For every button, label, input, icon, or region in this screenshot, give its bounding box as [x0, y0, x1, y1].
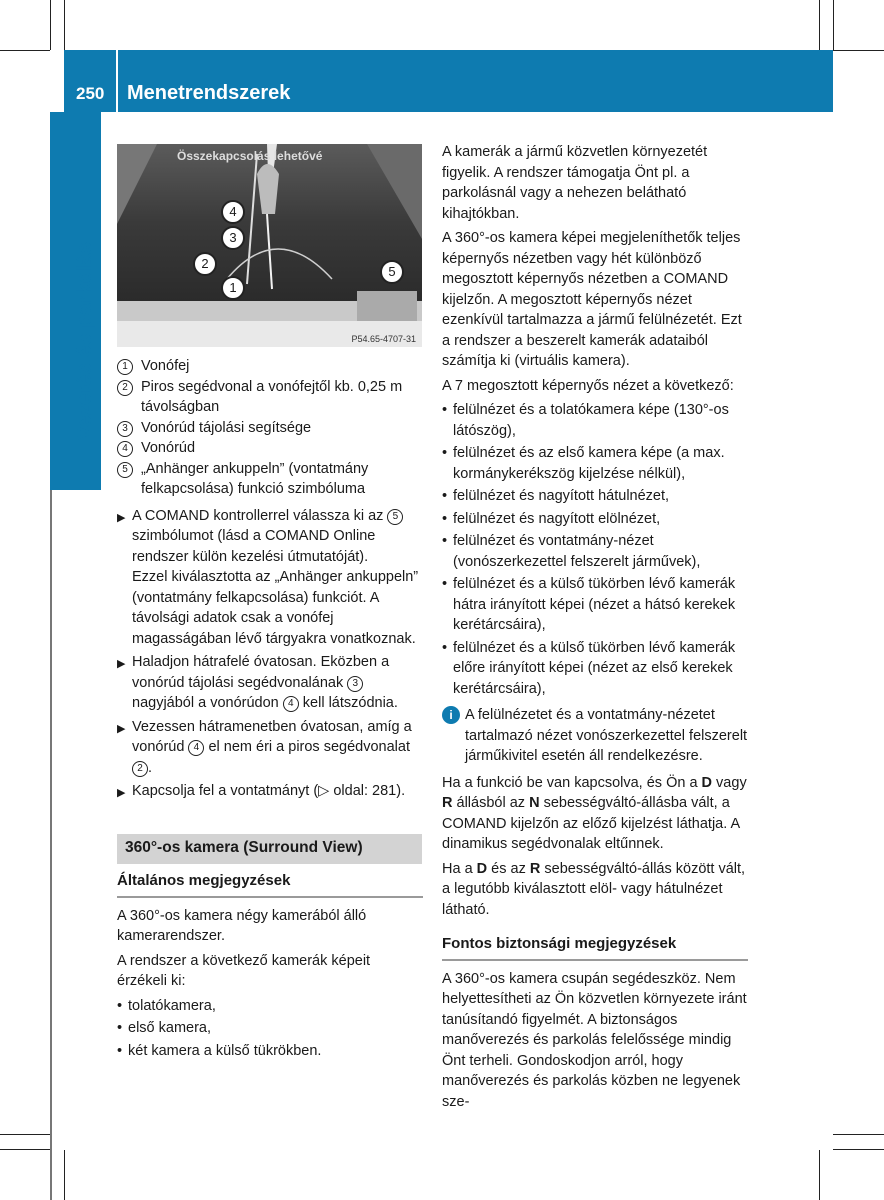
- crop-mark: [0, 1134, 50, 1135]
- instruction-step: [117, 506, 423, 650]
- crop-mark: [64, 0, 65, 50]
- crop-mark: [833, 50, 884, 51]
- legend-num: 2: [117, 380, 133, 396]
- instruction-step: [117, 652, 423, 714]
- step-ref: 4: [283, 696, 299, 712]
- step-text: kell látszódnia.: [298, 695, 398, 711]
- callout-4: 4: [221, 200, 245, 224]
- chapter-label: Vezetés és parkolás: [73, 241, 96, 440]
- paragraph: Ha a funkció be van kapcsolva, és Ön a D vagy R állásból az N sebességváltó-állásba vált, a COMAND kijelzőn az előző kijelzést láthatja. A dinamikus segédvonalak eltűnnek.: [442, 774, 747, 852]
- step-text: A COMAND kontrollerrel válassza ki az: [132, 507, 388, 524]
- header-divider: [116, 50, 118, 112]
- figure-code: P54.65-4707-31: [351, 334, 416, 344]
- legend-num: 1: [117, 359, 133, 375]
- page-title: Menetrendszerek: [127, 82, 291, 104]
- list-text: felülnézet és a külső tükörben lévő kamerák előre irányított képei (nézet az első kerekek kerétárcsáira),: [453, 639, 736, 697]
- instruction-step: [117, 717, 423, 779]
- step-ref: 5: [387, 509, 403, 525]
- crop-mark: [64, 1150, 65, 1200]
- step-text: szimbólumot (lásd a COMAND Online rendszer külön kezelési útmutatóját).: [132, 528, 376, 565]
- list-item: • tolatókamera,: [117, 996, 423, 1017]
- camera-overlay-text: Összekapcsolás lehetővé: [177, 149, 323, 163]
- rear-camera-image: [117, 144, 422, 347]
- info-note: [442, 705, 748, 767]
- list-text: felülnézet és a tolatókamera képe (130°-os látószög),: [453, 402, 729, 439]
- legend-text: Vonórúd: [141, 440, 196, 456]
- legend-item: [117, 459, 423, 500]
- callout-5: 5: [380, 260, 404, 284]
- arrow-icon: ▶: [117, 658, 126, 670]
- list-text: két kamera a külső tükrökben.: [128, 1042, 322, 1059]
- list-item: • felülnézet és a tolatókamera képe (130°-os látószög),: [442, 400, 748, 441]
- crop-mark: [833, 0, 834, 50]
- list-text: tolatókamera,: [128, 997, 216, 1014]
- section-heading-bar: [117, 834, 422, 864]
- step-ref: 4: [188, 740, 204, 756]
- list-item: • felülnézet és nagyított hátulnézet,: [442, 486, 748, 507]
- step-note: Ezzel kiválasztotta az „Anhänger ankuppeln” (vontatmány felkapcsolása) funkciót. A távolsági adatok csak a vonófej magasságában lévő tárgyakra vonatkoznak.: [132, 569, 419, 647]
- subsection-title: Fontos biztonsági megjegyzések: [442, 934, 748, 961]
- crop-mark: [833, 1149, 884, 1150]
- paragraph: A rendszer a következő kamerák képeit érzékeli ki:: [117, 952, 371, 989]
- callout-1: 1: [221, 276, 245, 300]
- left-column-lower: [117, 871, 423, 1063]
- legend-text: Vonórúd tájolási segítsége: [141, 419, 312, 436]
- step-text: Haladjon hátrafelé óvatosan. Eközben a vonórúd tájolási segédvonalának: [132, 654, 390, 691]
- crop-mark: [819, 1150, 820, 1200]
- crop-mark: [50, 0, 51, 50]
- page-number: 250: [76, 84, 105, 103]
- paragraph: A kamerák a jármű közvetlen környezetét figyelik. A rendszer támogatja Önt pl. a parkolásnál vagy a nehezen belátható kihajtókban.: [442, 144, 708, 222]
- legend-item: [117, 356, 423, 377]
- list-text: felülnézet és a külső tükörben lévő kamerák hátra irányított képei (nézet a hátsó kerekek kerétárcsáira),: [453, 576, 736, 633]
- paragraph: A 360°-os kamera négy kamerából álló kamerarendszer.: [117, 907, 367, 944]
- callout-3: 3: [221, 226, 245, 250]
- crop-mark: [819, 0, 820, 50]
- step-ref: 3: [347, 676, 363, 692]
- list-item: • felülnézet és a külső tükörben lévő kamerák előre irányított képei (nézet az első kerekek kerétárcsáira),: [442, 638, 748, 700]
- step-text: Vezessen hátramenetben óvatosan, amíg a vonórúd: [132, 718, 412, 755]
- info-text: A felülnézetet és a vontatmány-nézetet tartalmazó nézet vonószerkezettel felszerelt járműkivitel esetén áll rendelkezésre.: [465, 707, 748, 764]
- paragraph: A 360°-os kamera képei megjeleníthetők teljes képernyős nézetben vagy hét különböző megosztott képernyős nézetben a COMAND kijelzőn. A megosztott képernyős nézet ezenkívül tartalmazza a jármű felülnézetét. Ezt a rendszer a beszerelt kamerák adataiból számítja ki (virtuális kamera).: [442, 230, 742, 369]
- left-column: [117, 356, 423, 807]
- step-ref: 2: [132, 761, 148, 777]
- legend-text: Piros segédvonal a vonófejtől kb. 0,25 m távolságban: [141, 378, 403, 415]
- list-text: felülnézet és az első kamera képe (a max. kormánykerékszög kijelzése nélkül),: [453, 445, 725, 482]
- list-item: • két kamera a külső tükrökben.: [117, 1041, 423, 1062]
- callout-2: 2: [193, 252, 217, 276]
- list-item: • felülnézet és vontatmány-nézet (vonószerkezettel felszerelt járművek),: [442, 531, 748, 572]
- section-title: 360°-os kamera (Surround View): [125, 839, 363, 856]
- list-text: felülnézet és vontatmány-nézet (vonószerkezettel felszerelt járművek),: [453, 533, 701, 570]
- arrow-icon: ▶: [117, 511, 126, 524]
- instruction-step: [117, 781, 423, 804]
- list-item: • felülnézet és nagyított elölnézet,: [442, 509, 748, 530]
- list-text: felülnézet és nagyított elölnézet,: [453, 510, 661, 527]
- list-text: felülnézet és nagyított hátulnézet,: [453, 488, 670, 504]
- list-item: • első kamera,: [117, 1018, 423, 1039]
- info-icon: i: [442, 706, 460, 724]
- legend-num: 4: [117, 441, 133, 457]
- legend-text: Vonófej: [141, 358, 190, 374]
- legend-num: 3: [117, 421, 133, 437]
- crop-mark: [0, 1149, 50, 1150]
- paragraph: Ha a D és az R sebességváltó-állás között vált, a legutóbb kiválasztott elöl- vagy hátulnézet látható.: [442, 860, 746, 918]
- step-text: el nem éri a piros segédvonalat: [204, 739, 410, 755]
- step-text: nagyjából a vonórúdon: [132, 695, 283, 711]
- crop-mark: [833, 1134, 884, 1135]
- list-text: első kamera,: [128, 1020, 212, 1036]
- right-column: [442, 142, 748, 1116]
- list-item: • felülnézet és a külső tükörben lévő kamerák hátra irányított képei (nézet a hátsó kerekek kerétárcsáira),: [442, 574, 748, 636]
- crop-mark: [0, 50, 50, 51]
- legend-num: 5: [117, 462, 133, 478]
- legend-item: [117, 418, 423, 439]
- subsection-title: Általános megjegyzések: [117, 871, 423, 898]
- arrow-icon: ▶: [117, 787, 126, 799]
- paragraph: A 7 megosztott képernyős nézet a következő:: [442, 377, 734, 394]
- list-item: • felülnézet és az első kamera képe (a max. kormánykerékszög kijelzése nélkül),: [442, 443, 748, 484]
- legend-item: [117, 438, 423, 459]
- camera-figure: [117, 144, 422, 347]
- legend-text: „Anhänger ankuppeln” (vontatmány felkapcsolása) funkció szimbóluma: [141, 460, 369, 497]
- step-text: Kapcsolja fel a vontatmányt (▷ oldal: 281).: [132, 783, 406, 799]
- legend-item: [117, 377, 423, 418]
- arrow-icon: ▶: [117, 722, 126, 735]
- step-text: .: [148, 759, 153, 776]
- paragraph: A 360°-os kamera csupán segédeszköz. Nem helyettesítheti az Ön közvetlen környezete iránt tanúsítandó figyelmét. A biztonságos manőverezés és parkolás felelőssége mindig Önt terheli. Gondoskodjon arról, hogy manőverezés és parkolás közben ne legyenek sze-: [442, 970, 747, 1110]
